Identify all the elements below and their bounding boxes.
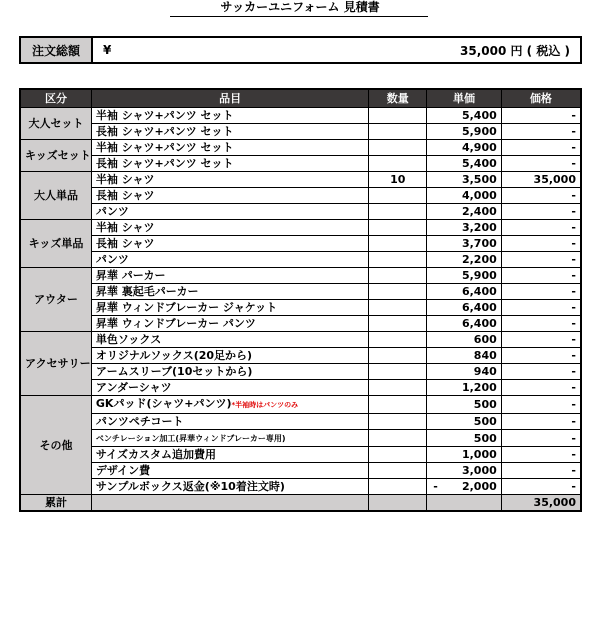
category-cell: その他	[20, 396, 91, 495]
table-row	[20, 172, 581, 188]
currency-symbol: ¥	[103, 43, 112, 57]
table-row	[20, 332, 581, 348]
category-cell: アウター	[20, 268, 91, 332]
header-qty: 数量	[369, 89, 427, 108]
item-cell	[91, 284, 368, 300]
qty-cell[interactable]	[369, 108, 427, 124]
price-cell: -	[501, 108, 581, 124]
category-cell: アクセサリー	[20, 332, 91, 396]
unit-price-value: 2,200	[461, 253, 497, 266]
title-underline	[170, 16, 428, 17]
unit-price-cell	[427, 252, 502, 268]
item-cell	[91, 463, 368, 479]
unit-price-cell	[427, 414, 502, 430]
item-name: 半袖 シャツ	[95, 173, 155, 186]
item-cell	[91, 380, 368, 396]
price-cell: -	[501, 430, 581, 447]
unit-price-value: 500	[473, 398, 497, 411]
item-name: 長袖 シャツ+パンツ セット	[95, 125, 234, 138]
item-name: ベンチレーション加工(昇華ウィンドブレーカー専用)	[95, 434, 286, 443]
item-note: *半袖時はパンツのみ	[231, 401, 299, 409]
unit-price-value: 3,700	[461, 237, 497, 250]
unit-price-value: 6,400	[461, 301, 497, 314]
item-name: 半袖 シャツ	[95, 221, 155, 234]
item-name: 長袖 シャツ	[95, 237, 155, 250]
table-row	[20, 479, 581, 495]
price-cell: -	[501, 300, 581, 316]
unit-price-cell	[427, 332, 502, 348]
qty-cell[interactable]	[369, 156, 427, 172]
item-name: 単色ソックス	[95, 333, 162, 346]
item-name: アンダーシャツ	[95, 381, 172, 394]
unit-price-value: 840	[473, 349, 497, 362]
qty-cell[interactable]	[369, 380, 427, 396]
unit-price-cell	[427, 430, 502, 447]
unit-price-value: 3,200	[461, 221, 497, 234]
unit-price-value: 5,900	[461, 269, 497, 282]
qty-cell[interactable]	[369, 124, 427, 140]
item-name: 昇華 パーカー	[95, 269, 166, 282]
price-cell: -	[501, 396, 581, 414]
qty-cell[interactable]	[369, 140, 427, 156]
table-row	[20, 447, 581, 463]
unit-price-value: 940	[473, 365, 497, 378]
unit-price-value: 500	[473, 415, 497, 428]
table-header-row	[20, 89, 581, 108]
table-row	[20, 348, 581, 364]
item-name: パンツ	[95, 205, 129, 218]
unit-price-value: 2,400	[461, 205, 497, 218]
unit-price-cell	[427, 140, 502, 156]
order-total-label: 注文総額	[21, 38, 93, 62]
qty-cell[interactable]	[369, 364, 427, 380]
table-row	[20, 220, 581, 236]
qty-cell[interactable]	[369, 220, 427, 236]
item-cell	[91, 172, 368, 188]
unit-price-value: 2,000	[461, 480, 497, 493]
item-cell	[91, 479, 368, 495]
unit-price-cell	[427, 316, 502, 332]
table-row	[20, 204, 581, 220]
table-body	[20, 108, 581, 495]
negative-sign: -	[433, 480, 438, 493]
table-row	[20, 430, 581, 447]
table-row	[20, 316, 581, 332]
price-cell: -	[501, 188, 581, 204]
item-cell	[91, 364, 368, 380]
table-row	[20, 364, 581, 380]
unit-price-cell	[427, 124, 502, 140]
price-cell: -	[501, 479, 581, 495]
price-cell: -	[501, 268, 581, 284]
qty-cell[interactable]	[369, 236, 427, 252]
unit-price-cell	[427, 188, 502, 204]
price-cell: 35,000	[501, 172, 581, 188]
item-cell	[91, 124, 368, 140]
table-row	[20, 236, 581, 252]
unit-price-value: 5,400	[461, 157, 497, 170]
item-cell	[91, 204, 368, 220]
item-name: 昇華 ウィンドブレーカー パンツ	[95, 317, 256, 330]
price-cell: -	[501, 236, 581, 252]
unit-price-value: 1,200	[461, 381, 497, 394]
item-name: GKパッド(シャツ+パンツ)	[95, 397, 232, 410]
item-cell	[91, 188, 368, 204]
unit-price-cell	[427, 268, 502, 284]
price-cell: -	[501, 447, 581, 463]
qty-cell[interactable]	[369, 348, 427, 364]
cumulative-blank-unit	[427, 495, 502, 512]
qty-cell[interactable]	[369, 204, 427, 220]
qty-cell[interactable]	[369, 300, 427, 316]
qty-cell[interactable]	[369, 332, 427, 348]
item-cell	[91, 252, 368, 268]
unit-price-cell	[427, 156, 502, 172]
qty-cell[interactable]	[369, 252, 427, 268]
unit-price-value: 4,000	[461, 189, 497, 202]
document-title: サッカーユニフォーム 見積書	[220, 0, 380, 14]
price-cell: -	[501, 140, 581, 156]
category-cell: キッズ単品	[20, 220, 91, 268]
unit-price-cell	[427, 396, 502, 414]
item-cell	[91, 430, 368, 447]
unit-price-value: 4,900	[461, 141, 497, 154]
qty-cell[interactable]	[369, 188, 427, 204]
qty-cell[interactable]	[369, 430, 427, 447]
table-row	[20, 252, 581, 268]
order-total-amount: 35,000 円 ( 税込 )	[460, 43, 570, 58]
unit-price-value: 600	[473, 333, 497, 346]
header-unit-price: 単価	[427, 89, 502, 108]
category-cell: キッズセット	[20, 140, 91, 172]
cumulative-total-row	[20, 495, 581, 512]
price-cell: -	[501, 204, 581, 220]
unit-price-value: 3,500	[461, 173, 497, 186]
table-row	[20, 188, 581, 204]
unit-price-value: 1,000	[461, 448, 497, 461]
price-cell: -	[501, 348, 581, 364]
unit-price-value: 6,400	[461, 285, 497, 298]
table-row	[20, 108, 581, 124]
item-cell	[91, 268, 368, 284]
header-price: 価格	[501, 89, 581, 108]
unit-price-cell	[427, 236, 502, 252]
header-item: 品目	[91, 89, 368, 108]
item-name: サイズカスタム追加費用	[95, 448, 217, 461]
unit-price-cell	[427, 348, 502, 364]
unit-price-cell	[427, 479, 502, 495]
item-cell	[91, 396, 368, 414]
item-name: 昇華 裏起毛パーカー	[95, 285, 199, 298]
unit-price-value: 5,900	[461, 125, 497, 138]
price-cell: -	[501, 252, 581, 268]
item-cell	[91, 300, 368, 316]
qty-cell[interactable]	[369, 316, 427, 332]
table-row	[20, 396, 581, 414]
item-name: 長袖 シャツ+パンツ セット	[95, 157, 234, 170]
price-cell: -	[501, 414, 581, 430]
item-name: オリジナルソックス(20足から)	[95, 349, 253, 362]
cumulative-total: 35,000	[501, 495, 581, 512]
unit-price-cell	[427, 204, 502, 220]
qty-cell[interactable]	[369, 284, 427, 300]
unit-price-value: 500	[473, 431, 497, 445]
qty-cell[interactable]	[369, 268, 427, 284]
unit-price-cell	[427, 284, 502, 300]
price-cell: -	[501, 332, 581, 348]
category-cell: 大人単品	[20, 172, 91, 220]
item-name: パンツ	[95, 253, 129, 266]
price-cell: -	[501, 463, 581, 479]
price-cell: -	[501, 316, 581, 332]
header-category: 区分	[20, 89, 91, 108]
qty-cell[interactable]	[369, 463, 427, 479]
item-name: 長袖 シャツ	[95, 189, 155, 202]
unit-price-cell	[427, 447, 502, 463]
unit-price-cell	[427, 220, 502, 236]
item-name: 昇華 ウィンドブレーカー ジャケット	[95, 301, 278, 314]
table-row	[20, 124, 581, 140]
cumulative-label: 累計	[20, 495, 91, 512]
table-row	[20, 140, 581, 156]
item-cell	[91, 414, 368, 430]
order-total-box	[19, 36, 582, 64]
unit-price-cell	[427, 463, 502, 479]
item-cell	[91, 316, 368, 332]
table-row	[20, 414, 581, 430]
table-row	[20, 268, 581, 284]
qty-cell[interactable]	[369, 447, 427, 463]
cumulative-blank-qty	[369, 495, 427, 512]
unit-price-cell	[427, 380, 502, 396]
item-cell	[91, 220, 368, 236]
unit-price-cell	[427, 172, 502, 188]
price-cell: -	[501, 124, 581, 140]
unit-price-cell	[427, 300, 502, 316]
price-cell: -	[501, 284, 581, 300]
table-row	[20, 300, 581, 316]
table-row	[20, 156, 581, 172]
item-cell	[91, 348, 368, 364]
item-cell	[91, 236, 368, 252]
estimate-table	[19, 88, 582, 512]
item-cell	[91, 108, 368, 124]
unit-price-value: 6,400	[461, 317, 497, 330]
item-name: サンプルボックス返金(※10着注文時)	[95, 480, 285, 493]
qty-cell[interactable]	[369, 414, 427, 430]
item-name: パンツペチコート	[95, 415, 184, 428]
price-cell: -	[501, 220, 581, 236]
price-cell: -	[501, 156, 581, 172]
unit-price-cell	[427, 108, 502, 124]
unit-price-value: 3,000	[461, 464, 497, 477]
item-cell	[91, 447, 368, 463]
unit-price-cell	[427, 364, 502, 380]
table-row	[20, 284, 581, 300]
item-name: アームスリーブ(10セットから)	[95, 365, 253, 378]
item-cell	[91, 332, 368, 348]
price-cell: -	[501, 364, 581, 380]
qty-cell[interactable]: 10	[369, 172, 427, 188]
qty-cell[interactable]	[369, 396, 427, 414]
category-cell: 大人セット	[20, 108, 91, 140]
cumulative-blank-item	[91, 495, 368, 512]
qty-cell[interactable]	[369, 479, 427, 495]
unit-price-value: 5,400	[461, 109, 497, 122]
item-cell	[91, 156, 368, 172]
item-name: デザイン費	[95, 464, 151, 477]
price-cell: -	[501, 380, 581, 396]
table-row	[20, 463, 581, 479]
table-row	[20, 380, 581, 396]
item-name: 半袖 シャツ+パンツ セット	[95, 109, 234, 122]
item-name: 半袖 シャツ+パンツ セット	[95, 141, 234, 154]
item-cell	[91, 140, 368, 156]
